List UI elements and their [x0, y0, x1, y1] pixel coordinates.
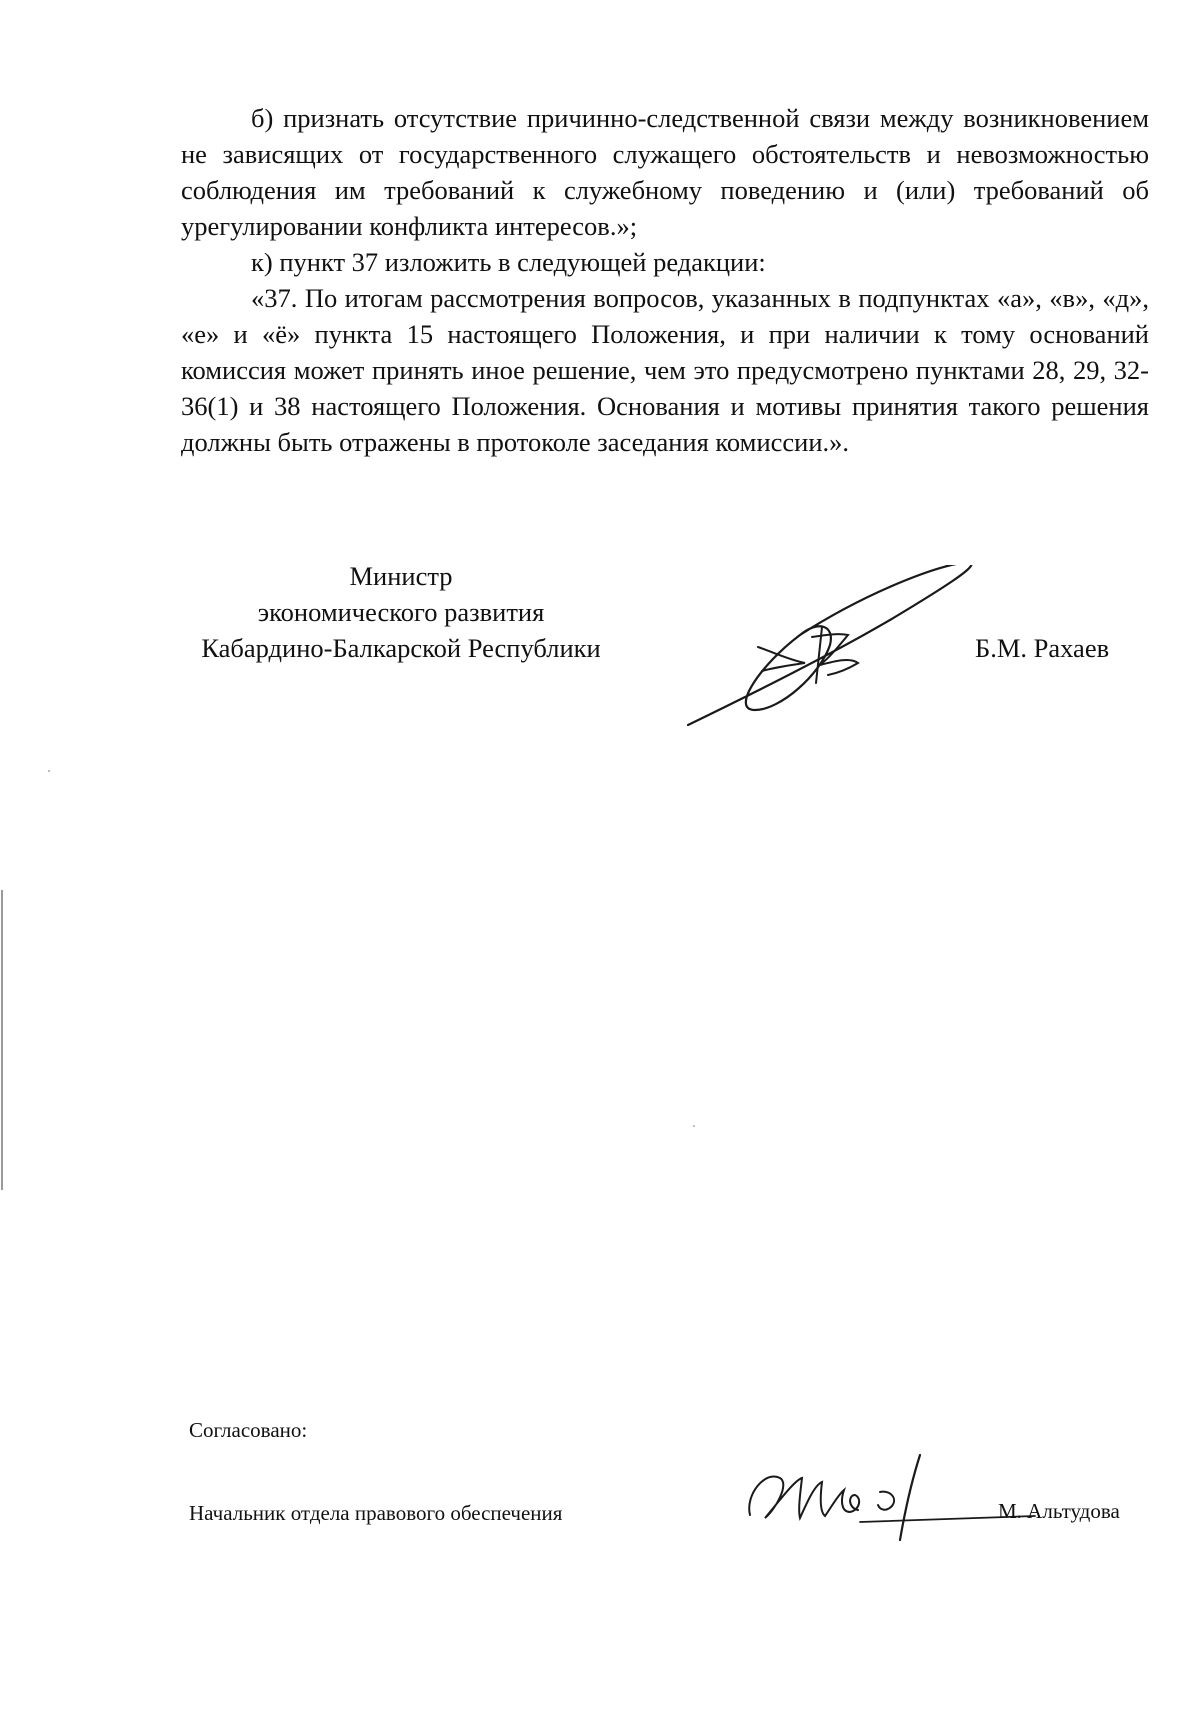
position-line: экономического развития: [257, 597, 545, 627]
paragraph-b: б) признать отсутствие причинно-следственной связи между возникновением не зависящих от государственного служащего обстоятельств и невозможностью соблюдения им требований к служебному поведению и (или) требований об урегулировании конфликта интересов.»;: [181, 103, 1149, 241]
position-line: Министр: [349, 561, 453, 591]
approver-title: Начальник отдела правового обеспечения: [189, 1501, 563, 1525]
scan-margin-line: [1, 890, 3, 1190]
approver-signature: [740, 1440, 1040, 1560]
approver-name: М. Альтудова: [998, 1499, 1120, 1523]
position-line: Кабардино-Балкарской Республики: [201, 633, 601, 663]
approval-heading: Согласовано:: [189, 1418, 308, 1442]
document-body: [181, 100, 1149, 460]
scan-speck: [693, 1125, 695, 1127]
paragraph-37: «37. По итогам рассмотрения вопросов, указанных в подпунктах «а», «в», «д», «е» и «ё» пункта 15 настоящего Положения, и при наличии к тому оснований комиссия может принять иное решение, чем это предусмотрено пунктами 28, 29, 32-36(1) и 38 настоящего Положения. Основания и мотивы принятия такого решения должны быть отражены в протоколе заседания комиссии.».: [181, 283, 1149, 457]
minister-name: Б.М. Рахаев: [975, 633, 1110, 663]
paragraph-k: к) пункт 37 изложить в следующей редакции:: [251, 247, 766, 277]
minister-signature: [680, 565, 980, 735]
scan-speck: [48, 770, 50, 772]
signatory-position: [181, 558, 621, 666]
